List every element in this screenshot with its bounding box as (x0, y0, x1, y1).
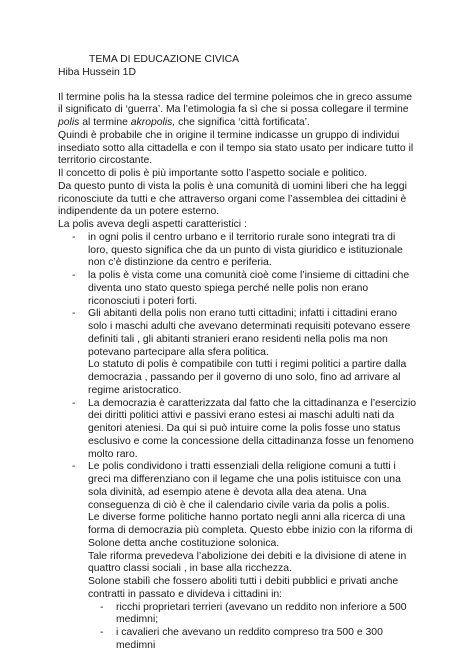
bullet-dash: - (100, 601, 104, 613)
list-item: - i cavalieri che avevano un reddito compreso tra 500 e 300 medimni (100, 627, 383, 651)
list-item: - in ogni polis il centro urbano e il territorio rurale sono integrati tra di loro, questo significa che da un punto di vista giuridico e istituzionale non c’è distinzione da centro e periferia. (72, 231, 403, 269)
list-item-continuation: Solone stabilì che fossero aboliti tutti i debiti pubblici e privati anche contratti in passato e divideva i cittadini in: (88, 576, 399, 600)
author-line: Hiba Hussein 1D (58, 66, 136, 78)
bullet-dash: - (72, 461, 76, 473)
list-item: - Le polis condividono i tratti essenziali della religione comuni a tutti i greci ma differenziano con il legame che una polis istituisce con una sola divinità, ad esempio atene è devota alla dea atena. Una conseguenza di ciò è che il calendario civile varia da polis a polis. Le diverse forme politiche hanno portato negli anni alla ricerca di una forma di democrazia più completa. Questo ebbe inizio con la riforma di Solone detta anche costituzione solonica. Tale riforma prevedeva l’abolizione dei debiti e la divisione di atene in quattro classi sociali , in base alla ricchezza. Solone stabilì che fossero aboliti tutti i debiti pubblici e privati anche contratti in passato e divideva i cittadini in: (58, 461, 418, 601)
intro-paragraph-origin: Quindi è probabile che in origine il termine indicasse un gruppo di individui insediato sotto alla cittadella e con il tempo sia stato usato per indicare tutto il territorio circostante. (58, 129, 414, 167)
bullet-dash: - (72, 270, 76, 281)
intro-paragraph-concept: Il concetto di polis è più importante sotto l’aspetto sociale e politico. (58, 168, 368, 179)
list-item-continuation: Tale riforma prevedeva l’abolizione dei debiti e la divisione di atene in quattro classi sociali , in base alla ricchezza. (88, 550, 407, 575)
bullet-dash: - (72, 397, 76, 409)
document-title: TEMA DI EDUCAZIONE CIVICA (89, 54, 240, 65)
list-item: - La democrazia è caratterizzata dal fatto che la cittadinanza e l’esercizio dei diritti politici attivi e passivi erano estesi ai maschi adulti nati da genitori ateniesi. Da qui si può intuire come la polis fosse uno status esclusivo e come la concessione della cittadinanza fosse un fenomeno molto raro. (72, 397, 417, 460)
list-item: - la polis è vista come una comunità cioè come l’insieme di cittadini che diventa uno stato questo spiega perché nelle polis non erano riconosciuti i poteri forti. (72, 270, 410, 307)
social-classes-list (58, 602, 418, 653)
intro-paragraph-characteristics: La polis aveva degli aspetti caratteristici : (58, 219, 247, 230)
intro-paragraph-community: Da questo punto di vista la polis è una comunità di uomini liberi che ha leggi riconosciute da tutti e che attraverso organi come l’assemblea dei cittadini è indipendente da un potere esterno. (58, 180, 407, 218)
bullet-dash: - (72, 308, 76, 320)
bullet-dash: - (72, 231, 76, 243)
list-item: - ricchi proprietari terrieri (avevano un reddito non inferiore a 500 medimni; (100, 601, 407, 626)
bullet-dash: - (100, 627, 104, 638)
intro-paragraph-etymology: Il termine polis ha la stessa radice del termine poleimos che in greco assume il significato di ‘guerra’. Ma l’etimologia fa sì che si possa collegare il termine polis al termine akropolis, che significa ‘città fortificata’. (58, 91, 413, 128)
list-item-continuation: Le diverse forme politiche hanno portato negli anni alla ricerca di una forma di democrazia più completa. Questo ebbe inizio con la riforma di Solone detta anche costituzione solonica. (88, 512, 413, 549)
list-item: - Gli abitanti della polis non erano tutti cittadini; infatti i cittadini erano solo i maschi adulti che avevano determinati requisiti potevano essere definiti tali , gli abitanti stranieri erano residenti nella polis ma non potevano partecipare alla sfera politica. Lo statuto di polis è compatibile con tutti i regimi politici a partire dalla democrazia , passando per il governo di uno solo, fino ad arrivare al regime aristocratico. (58, 308, 418, 397)
list-item-continuation: Lo statuto di polis è compatibile con tutti i regimi politici a partire dalla democrazia , passando per il governo di uno solo, fino ad arrivare al regime aristocratico. (88, 359, 407, 396)
characteristics-list (58, 232, 418, 602)
